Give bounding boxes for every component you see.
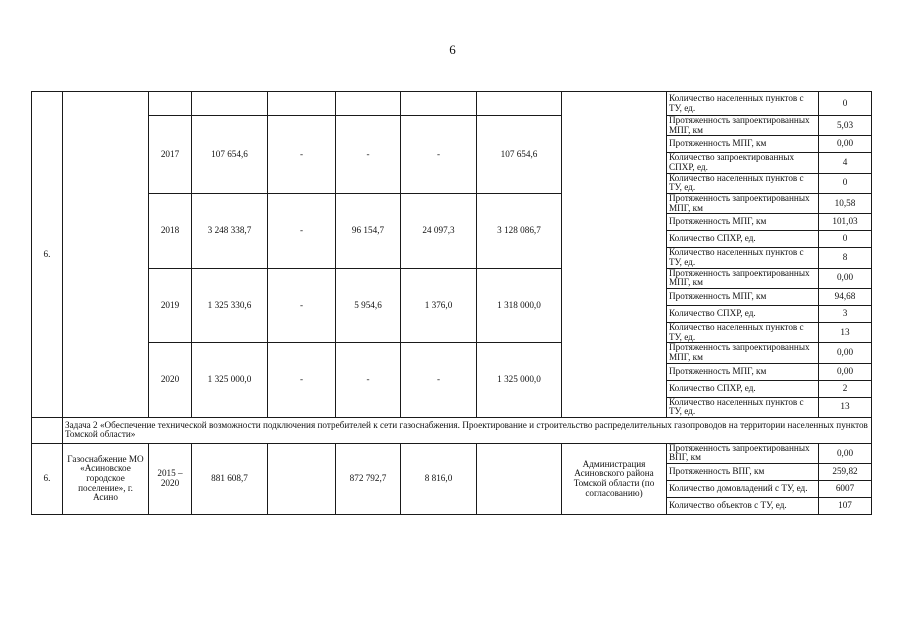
row-number: 6. (32, 443, 63, 514)
task-number-cell (32, 417, 63, 443)
indicator-name: Количество населенных пунктов с ТУ, ед. (667, 248, 819, 268)
total-cell: 1 325 330,6 (192, 268, 268, 343)
indicator-name: Протяженность МПГ, км (667, 363, 819, 380)
total-cell: 1 325 000,0 (192, 343, 268, 418)
regional-cell: 872 792,7 (336, 443, 401, 514)
indicator-name: Протяженность запроектированных ВПГ, км (667, 443, 819, 463)
indicator-value: 3 (819, 305, 872, 322)
regional-cell: 96 154,7 (336, 193, 401, 268)
indicator-name: Количество запроектированных СПХР, ед. (667, 153, 819, 173)
page-number: 6 (449, 42, 456, 57)
indicator-value: 0 (819, 92, 872, 116)
table-row (32, 268, 872, 288)
row-number: 6. (32, 92, 63, 418)
indicator-value: 0,00 (819, 136, 872, 153)
indicator-name: Протяженность запроектированных МПГ, км (667, 268, 819, 288)
indicator-value: 5,03 (819, 116, 872, 136)
program-table (31, 91, 872, 515)
total-cell: 107 654,6 (192, 116, 268, 194)
year-cell: 2018 (149, 193, 192, 268)
indicator-name: Протяженность запроектированных МПГ, км (667, 116, 819, 136)
executor-cell: Администрация Асиновского района Томской области (по согласованию) (562, 443, 667, 514)
year-cell (149, 92, 192, 116)
activity-name (63, 92, 149, 418)
local-cell: 8 816,0 (401, 443, 477, 514)
indicator-value: 107 (819, 498, 872, 515)
indicator-value: 13 (819, 397, 872, 417)
indicator-name: Количество населенных пунктов с ТУ, ед. (667, 397, 819, 417)
indicator-name: Протяженность запроектированных МПГ, км (667, 343, 819, 363)
federal-cell: - (268, 193, 336, 268)
total-cell (192, 92, 268, 116)
indicator-value: 0,00 (819, 363, 872, 380)
indicator-name: Протяженность МПГ, км (667, 214, 819, 231)
indicator-name: Количество населенных пунктов с ТУ, ед. (667, 173, 819, 193)
table-row (32, 193, 872, 213)
federal-cell: - (268, 116, 336, 194)
indicator-value: 0,00 (819, 343, 872, 363)
regional-cell: - (336, 343, 401, 418)
indicator-name: Количество домовладений с ТУ, ед. (667, 481, 819, 498)
other-cell: 1 325 000,0 (477, 343, 562, 418)
other-cell (477, 443, 562, 514)
indicator-value: 13 (819, 322, 872, 342)
indicator-name: Количество СПХР, ед. (667, 231, 819, 248)
indicator-value: 6007 (819, 481, 872, 498)
indicator-value: 0 (819, 173, 872, 193)
table-row (32, 343, 872, 363)
year-cell: 2020 (149, 343, 192, 418)
year-cell: 2019 (149, 268, 192, 343)
local-cell: 1 376,0 (401, 268, 477, 343)
indicator-value: 0,00 (819, 443, 872, 463)
indicator-value: 101,03 (819, 214, 872, 231)
local-cell: - (401, 343, 477, 418)
federal-cell (268, 92, 336, 116)
total-cell: 881 608,7 (192, 443, 268, 514)
table-row (32, 92, 872, 116)
indicator-name: Протяженность ВПГ, км (667, 464, 819, 481)
indicator-value: 8 (819, 248, 872, 268)
indicator-value: 0,00 (819, 268, 872, 288)
local-cell (401, 92, 477, 116)
table-row (32, 443, 872, 463)
indicator-name: Протяженность МПГ, км (667, 288, 819, 305)
indicator-value: 4 (819, 153, 872, 173)
indicator-name: Количество населенных пунктов с ТУ, ед. (667, 92, 819, 116)
indicator-name: Количество СПХР, ед. (667, 305, 819, 322)
total-cell: 3 248 338,7 (192, 193, 268, 268)
local-cell: - (401, 116, 477, 194)
other-cell: 107 654,6 (477, 116, 562, 194)
activity-name: Газоснабжение МО «Асиновское городское поселение», г. Асино (63, 443, 149, 514)
indicator-name: Количество объектов с ТУ, ед. (667, 498, 819, 515)
indicator-value: 10,58 (819, 193, 872, 213)
federal-cell: - (268, 343, 336, 418)
indicator-name: Протяженность запроектированных МПГ, км (667, 193, 819, 213)
indicator-value: 94,68 (819, 288, 872, 305)
indicator-value: 2 (819, 380, 872, 397)
year-cell: 2017 (149, 116, 192, 194)
years-cell: 2015 – 2020 (149, 443, 192, 514)
table-row (32, 116, 872, 136)
task-row (32, 417, 872, 443)
task-heading: Задача 2 «Обеспечение технической возможности подключения потребителей к сети газоснабжения. Проектирование и строительство распределительных газопроводов на территории населенных пунктов Томской области» (63, 417, 872, 443)
indicator-value: 0 (819, 231, 872, 248)
other-cell: 3 128 086,7 (477, 193, 562, 268)
executor-cell (562, 92, 667, 418)
other-cell (477, 92, 562, 116)
other-cell: 1 318 000,0 (477, 268, 562, 343)
federal-cell (268, 443, 336, 514)
indicator-name: Количество СПХР, ед. (667, 380, 819, 397)
indicator-name: Количество населенных пунктов с ТУ, ед. (667, 322, 819, 342)
indicator-name: Протяженность МПГ, км (667, 136, 819, 153)
local-cell: 24 097,3 (401, 193, 477, 268)
regional-cell (336, 92, 401, 116)
regional-cell: - (336, 116, 401, 194)
regional-cell: 5 954,6 (336, 268, 401, 343)
indicator-value: 259,82 (819, 464, 872, 481)
federal-cell: - (268, 268, 336, 343)
